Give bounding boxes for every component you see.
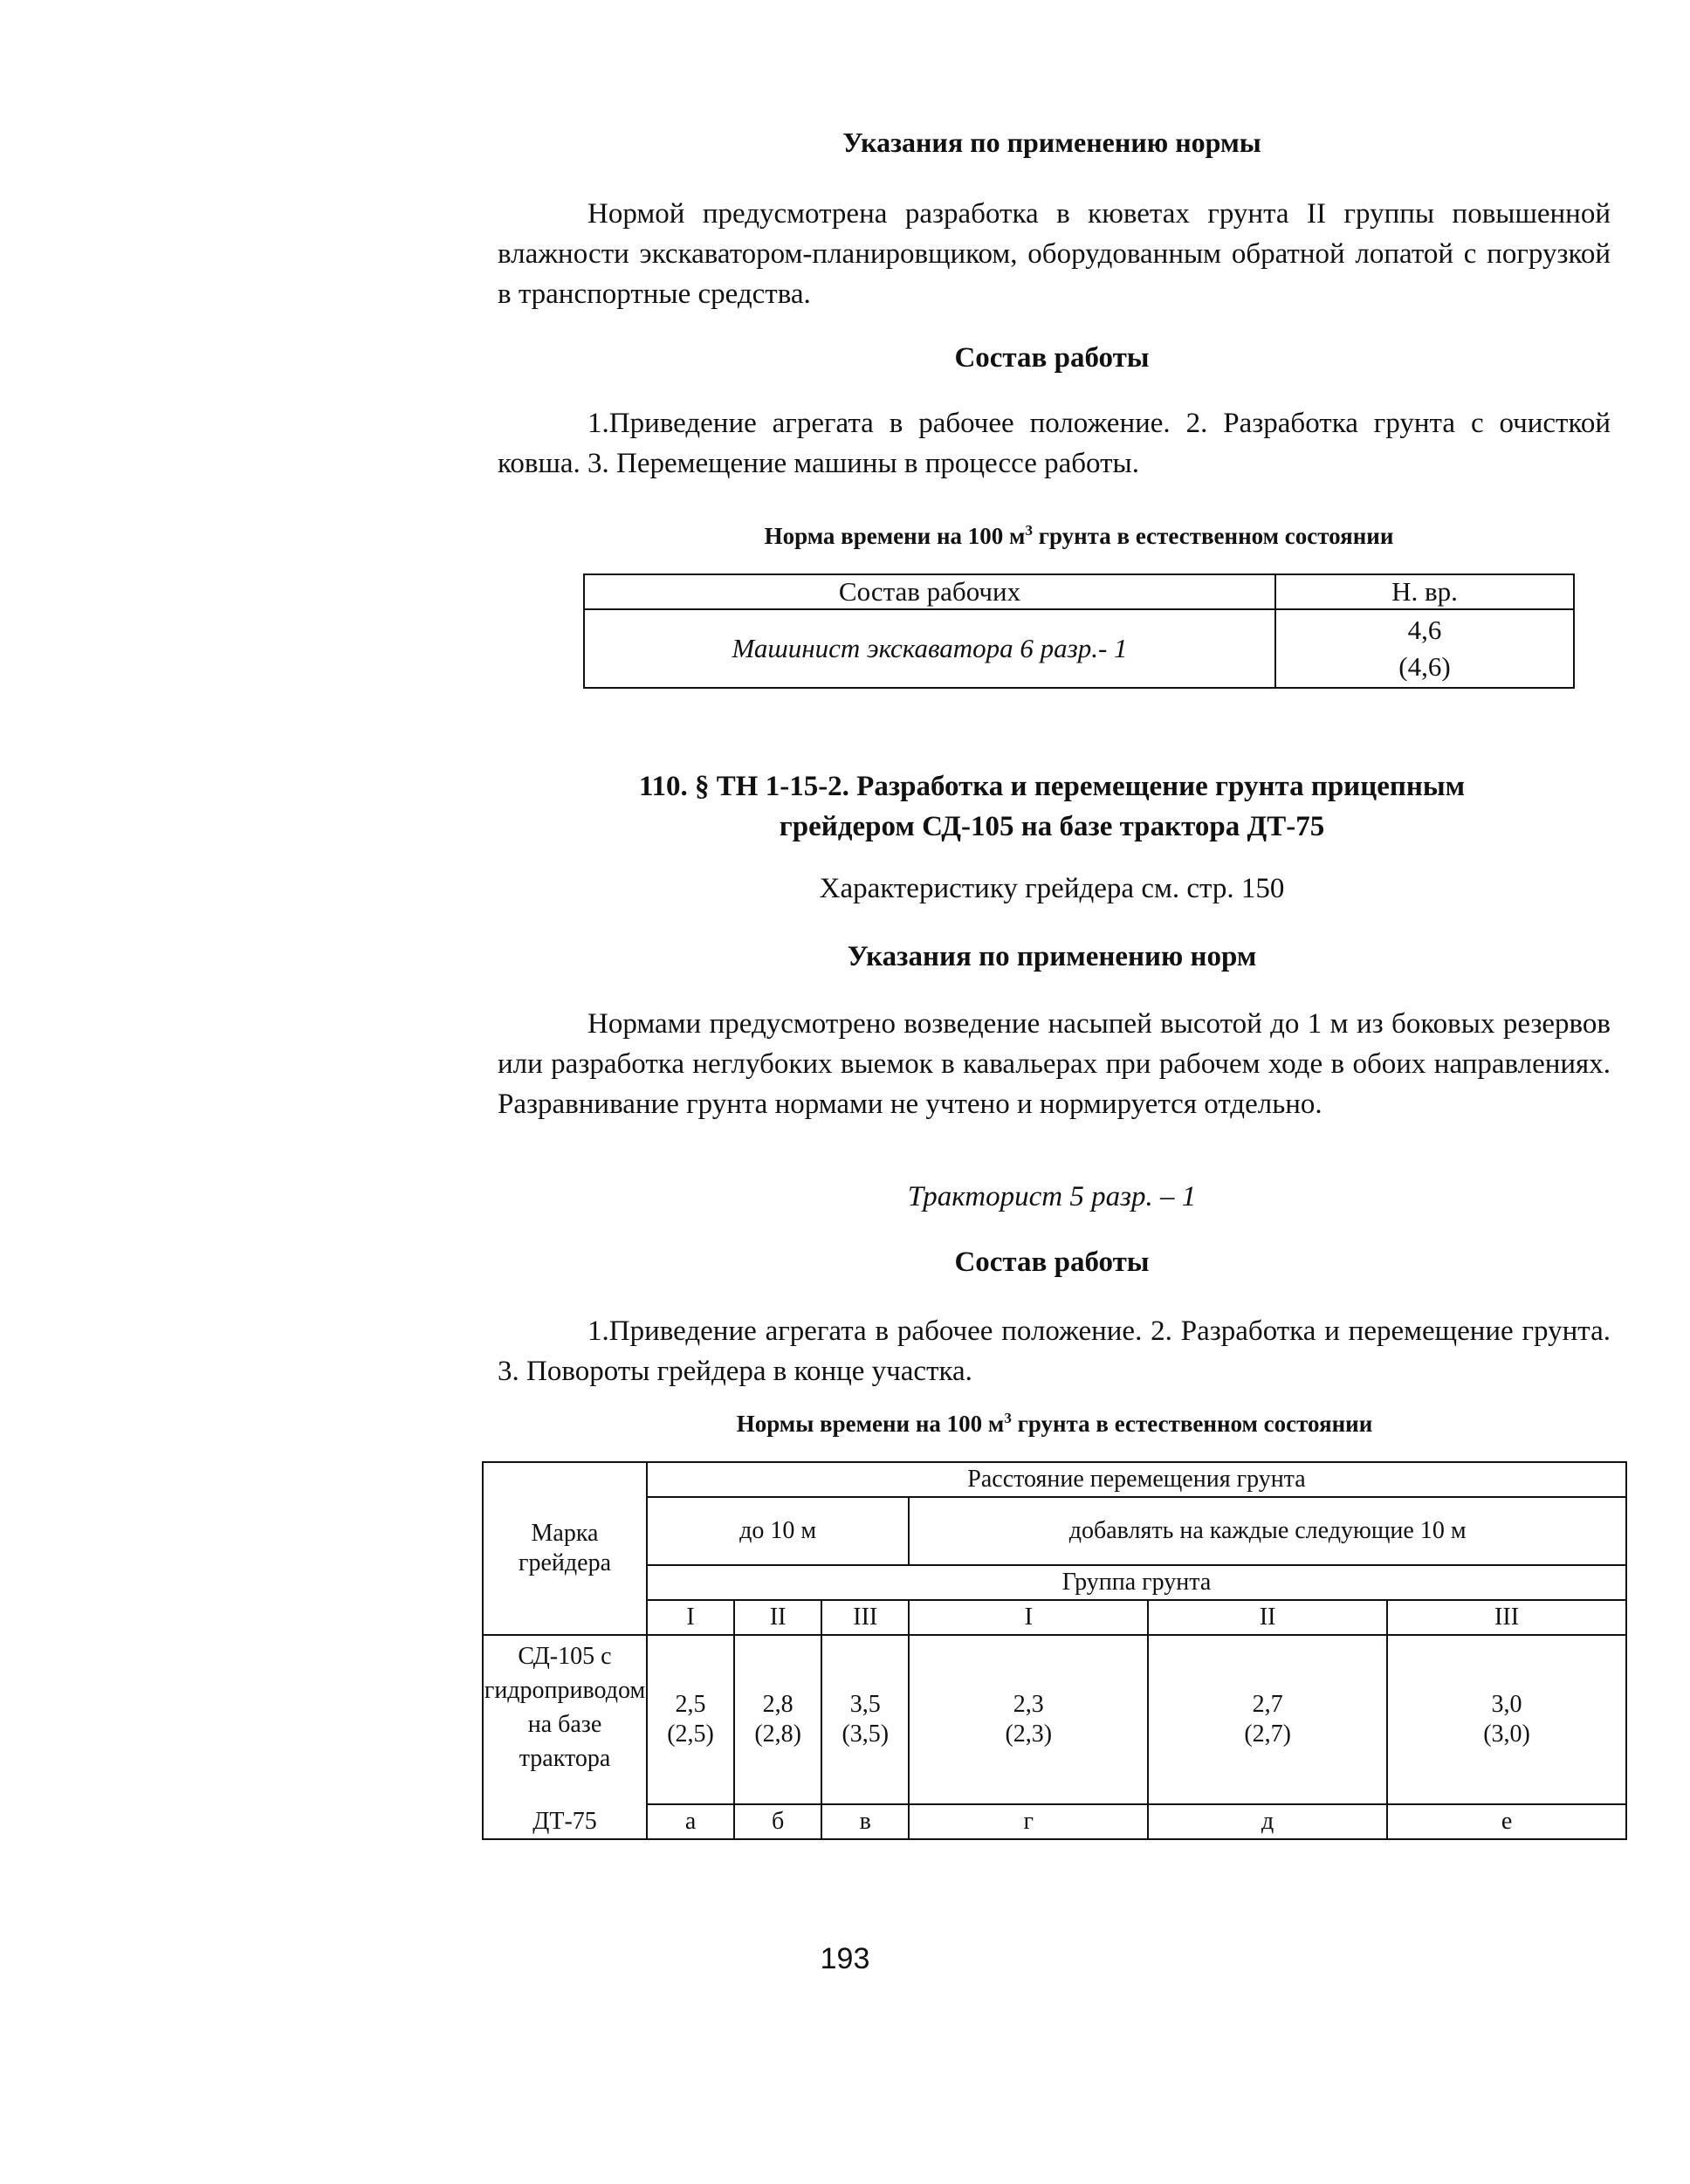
table2-brand: СД-105 с гидроприводом на базе трактора bbox=[483, 1635, 647, 1804]
table2-value-cell bbox=[909, 1635, 1148, 1804]
section1-work-text: 1.Приведение агрегата в рабочее положение. 2. Разработка грунта с очисткой ковша. 3. Перемещение машины в процессе работы. bbox=[498, 408, 1611, 479]
table2-group: III bbox=[821, 1600, 909, 1635]
table2-upto10: до 10 м bbox=[647, 1497, 909, 1565]
table2-brand-last: ДТ-75 bbox=[483, 1804, 647, 1839]
grader-reference: Характеристику грейдера см. стр. 150 bbox=[819, 873, 1285, 904]
table2-value: 2,3 bbox=[1013, 1691, 1044, 1718]
table2-value: 2,8 bbox=[762, 1691, 793, 1718]
section1-paragraph: Нормой предусмотрена разработка в кюветах грунта II группы повышенной влажности экскаватором-планировщиком, оборудованным обратной лопатой с погрузкой в транспортные средства. bbox=[498, 198, 1611, 310]
table2-distance-header: Расстояние перемещения грунта bbox=[647, 1462, 1626, 1497]
table1-header-workers: Состав рабочих bbox=[584, 574, 1275, 609]
section2-work-text: 1.Приведение агрегата в рабочее положение. 2. Разработка и перемещение грунта. 3. Повороты грейдера в конце участка. bbox=[498, 1315, 1611, 1387]
table2-value-paren: (2,3) bbox=[1005, 1720, 1053, 1748]
section2-title-line1: 110. § ТН 1-15-2. Разработка и перемещение грунта прицепным bbox=[638, 771, 1466, 802]
table1-norm: 4,6 bbox=[1407, 615, 1442, 645]
table2-brand-header: Марка грейдера bbox=[483, 1462, 647, 1635]
table2-value: 3,5 bbox=[849, 1691, 881, 1718]
section2-title bbox=[489, 766, 1615, 847]
table1-header-norm: Н. вр. bbox=[1275, 574, 1574, 609]
table1-worker: Машинист экскаватора 6 разр.- 1 bbox=[584, 609, 1275, 688]
table2-each-next: добавлять на каждые следующие 10 м bbox=[909, 1497, 1626, 1565]
section2-work-heading: Состав работы bbox=[954, 1247, 1150, 1278]
table2-value-paren: (2,7) bbox=[1244, 1720, 1291, 1748]
table2-letter: а bbox=[647, 1804, 734, 1839]
table2-letter: д bbox=[1148, 1804, 1387, 1839]
norm-table-1 bbox=[583, 573, 1575, 689]
table2-value-cell bbox=[1387, 1635, 1626, 1804]
table2-soil-group: Группа грунта bbox=[647, 1565, 1626, 1600]
norm-table-2 bbox=[482, 1461, 1627, 1840]
table2-value: 2,5 bbox=[675, 1691, 706, 1718]
table2-letter: в bbox=[821, 1804, 909, 1839]
table2-group: I bbox=[647, 1600, 734, 1635]
section2-heading: Указания по применению норм bbox=[847, 941, 1257, 972]
table2-value: 3,0 bbox=[1491, 1691, 1522, 1718]
table2-value-cell bbox=[821, 1635, 909, 1804]
table2-value: 2,7 bbox=[1252, 1691, 1283, 1718]
table2-value-paren: (3,5) bbox=[842, 1720, 890, 1748]
table2-group: I bbox=[909, 1600, 1148, 1635]
table2-value-cell bbox=[734, 1635, 821, 1804]
section1-work-heading: Состав работы bbox=[954, 342, 1150, 374]
table2-value-cell bbox=[647, 1635, 734, 1804]
table2-group: III bbox=[1387, 1600, 1626, 1635]
table2-value-paren: (3,0) bbox=[1483, 1720, 1530, 1748]
table2-value-paren: (2,8) bbox=[754, 1720, 801, 1748]
table2-caption: Нормы времени на 100 $м^3$ грунта в естественном состоянии bbox=[736, 1410, 1373, 1437]
table1-norm-cell bbox=[1275, 609, 1574, 688]
table2-value-cell bbox=[1148, 1635, 1387, 1804]
table2-letter: г bbox=[909, 1804, 1148, 1839]
page-number: 193 bbox=[820, 1942, 870, 1975]
section2-paragraph: Нормами предусмотрено возведение насыпей высотой до 1 м из боковых резервов или разработка неглубоких выемок в кавальерах при рабочем ходе в обоих направлениях. Разравнивание грунта нормами не учтено и нормируется отдельно. bbox=[498, 1008, 1611, 1120]
table2-letter: е bbox=[1387, 1804, 1626, 1839]
section2-title-line2: грейдером СД-105 на базе трактора ДТ-75 bbox=[779, 811, 1325, 842]
table2-group: II bbox=[734, 1600, 821, 1635]
crew-line: Тракторист 5 разр. – 1 bbox=[907, 1181, 1197, 1212]
table2-letter: б bbox=[734, 1804, 821, 1839]
table1-caption: Норма времени на 100 $м^3$ грунта в естественном состоянии bbox=[764, 522, 1394, 549]
table2-value-paren: (2,5) bbox=[667, 1720, 714, 1748]
table1-norm-paren: (4,6) bbox=[1398, 651, 1451, 682]
table2-group: II bbox=[1148, 1600, 1387, 1635]
section1-heading: Указания по применению нормы bbox=[842, 127, 1261, 158]
